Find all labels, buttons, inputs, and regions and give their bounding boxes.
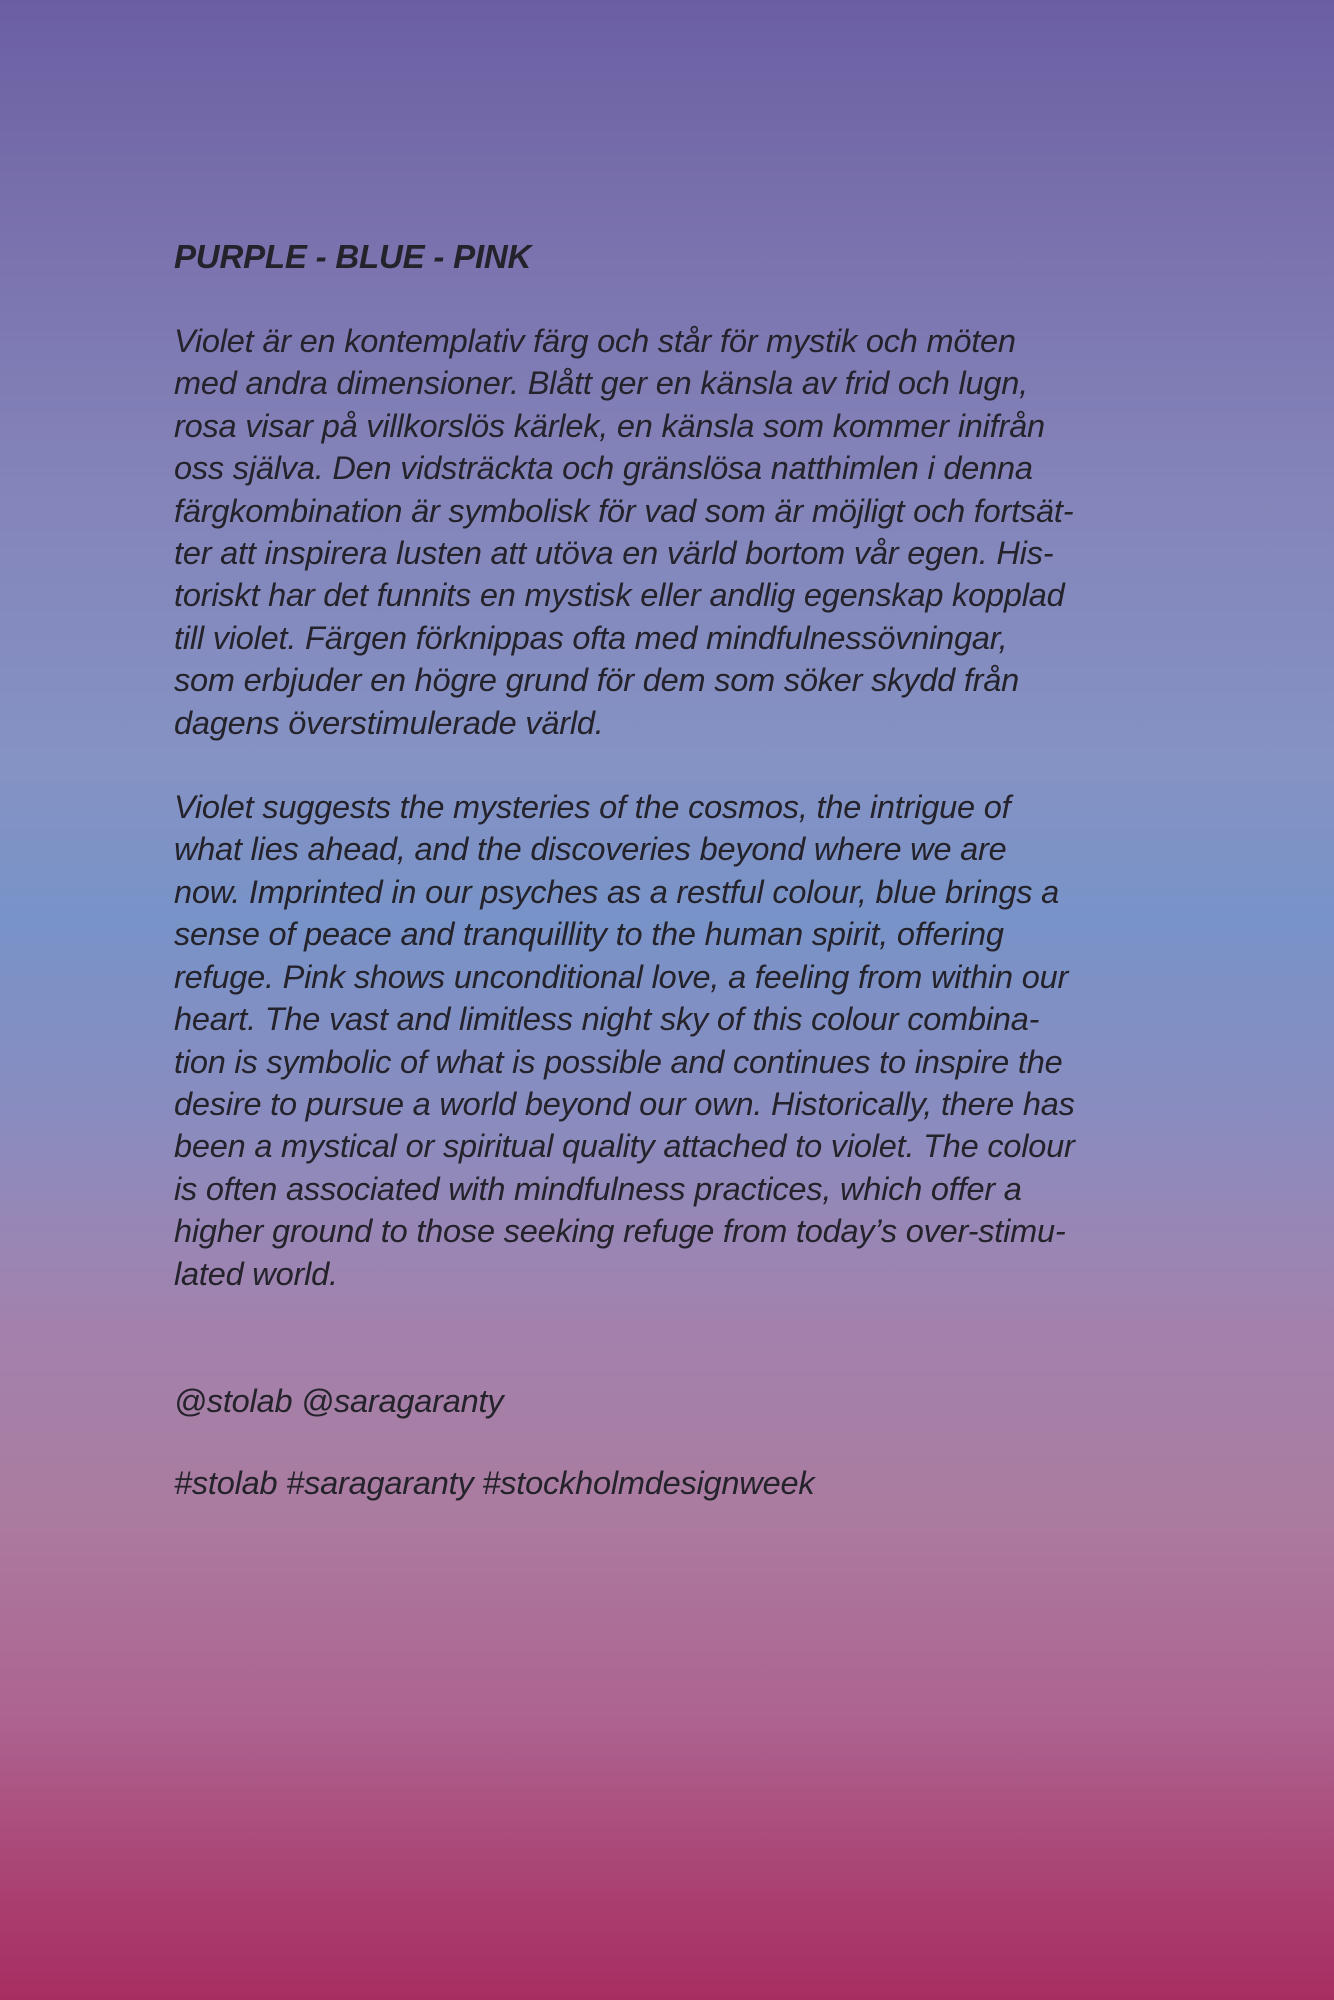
text-line: heart. The vast and limitless night sky of this colour combina- bbox=[174, 1001, 1040, 1038]
text-line: higher ground to those seeking refuge from today’s over-stimu- bbox=[174, 1213, 1066, 1250]
text-line: been a mystical or spiritual quality attached to violet. The colour bbox=[174, 1128, 1075, 1165]
text-block bbox=[174, 236, 1214, 1505]
english-paragraph bbox=[174, 786, 1214, 1295]
text-line: tion is symbolic of what is possible and continues to inspire the bbox=[174, 1043, 1063, 1080]
text-line: färgkombination är symbolisk för vad som är möjligt och fortsät- bbox=[174, 492, 1074, 529]
text-line: oss själva. Den vidsträckta och gränslösa natthimlen i denna bbox=[174, 450, 1033, 487]
text-line: med andra dimensioner. Blått ger en känsla av frid och lugn, bbox=[174, 365, 1028, 402]
text-line: refuge. Pink shows unconditional love, a feeling from within our bbox=[174, 958, 1069, 995]
text-line: ter att inspirera lusten att utöva en värld bortom vår egen. His- bbox=[174, 535, 1054, 572]
text-line: dagens överstimulerade värld. bbox=[174, 704, 604, 741]
text-line: sense of peace and tranquillity to the human spirit, offering bbox=[174, 916, 1004, 953]
text-line: now. Imprinted in our psyches as a restful colour, blue brings a bbox=[174, 873, 1060, 910]
text-line: till violet. Färgen förknippas ofta med mindfulnessövningar, bbox=[174, 619, 1008, 656]
text-line: is often associated with mindfulness practices, which offer a bbox=[174, 1170, 1022, 1207]
text-line: rosa visar på villkorslös kärlek, en känsla som kommer inifrån bbox=[174, 407, 1045, 444]
social-handles: @stolab @saragaranty bbox=[174, 1382, 504, 1419]
text-line: Violet är en kontemplativ färg och står för mystik och möten bbox=[174, 323, 1016, 359]
text-line: Violet suggests the mysteries of the cosmos, the intrigue of bbox=[174, 789, 1011, 826]
hashtags: #stolab #saragaranty #stockholmdesignweek bbox=[174, 1465, 815, 1502]
text-line: som erbjuder en högre grund för dem som söker skydd från bbox=[174, 662, 1020, 699]
text-line: what lies ahead, and the discoveries beyond where we are bbox=[174, 831, 1007, 868]
text-line: desire to pursue a world beyond our own. Historically, there has bbox=[174, 1085, 1075, 1122]
swedish-paragraph bbox=[174, 320, 1214, 744]
text-line: lated world. bbox=[174, 1255, 338, 1292]
poster-title: PURPLE - BLUE - PINK bbox=[174, 238, 532, 275]
text-line: toriskt har det funnits en mystisk eller andlig egenskap kopplad bbox=[174, 577, 1065, 614]
